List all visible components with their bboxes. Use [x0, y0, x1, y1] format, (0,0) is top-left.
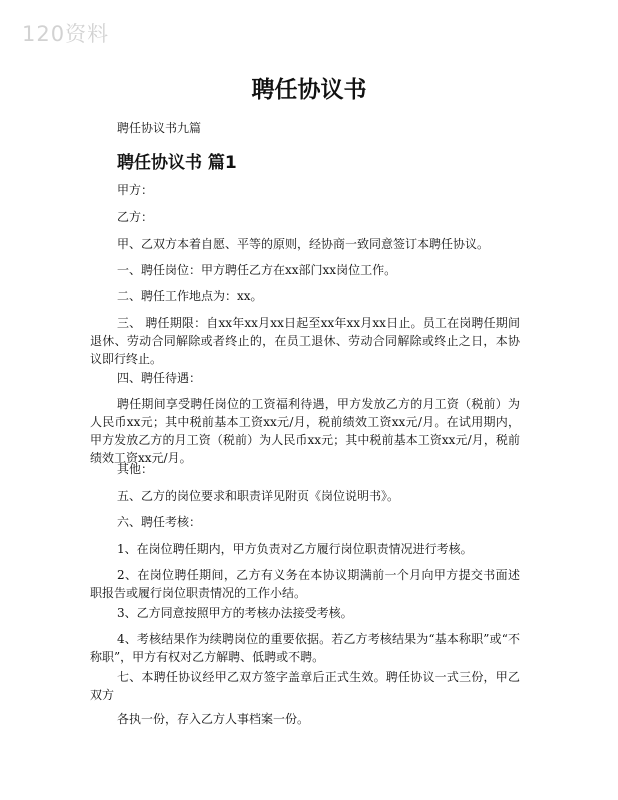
paragraph-assessment-3: 3、乙方同意按照甲方的考核办法接受考核。	[117, 606, 353, 620]
paragraph-clause-3: 三、 聘任期限：自xx年xx月xx日起至xx年xx月xx日止。员工在岗聘任期间退休、劳动合同解除或者终止的，在员工退休、劳动合同解除或终止之日，本协议即行终止。	[90, 316, 520, 366]
paragraph-party-a: 甲方：	[117, 183, 154, 197]
paragraph-clause-2: 二、聘任工作地点为：xx。	[117, 289, 263, 303]
paragraph-clause-5: 五、乙方的岗位要求和职责详见附页《岗位说明书》。	[117, 489, 400, 503]
paragraph-assessment-4: 4、考核结果作为续聘岗位的重要依据。若乙方考核结果为“基本称职”或“不称职”，甲方有权对乙方解聘、低聘或不聘。	[90, 632, 520, 664]
paragraph-assessment-2: 2、在岗位聘任期间，乙方有义务在本协议期满前一个月向甲方提交书面述职报告或履行岗位职责情况的工作小结。	[90, 568, 520, 600]
paragraph-copies: 各执一份，存入乙方人事档案一份。	[117, 712, 310, 726]
paragraph-clause-4: 四、聘任待遇：	[117, 371, 202, 385]
paragraph-other: 其他：	[117, 462, 154, 476]
paragraph-party-b: 乙方：	[117, 210, 154, 224]
paragraph-assessment-1: 1、在岗位聘任期内，甲方负责对乙方履行岗位职责情况进行考核。	[117, 542, 473, 556]
paragraph-clause-1: 一、聘任岗位：甲方聘任乙方在xx部门xx岗位工作。	[117, 263, 397, 277]
watermark: 120资料	[22, 22, 110, 46]
section-heading: 聘任协议书 篇1	[117, 153, 237, 173]
paragraph-compensation: 聘任期间享受聘任岗位的工资福利待遇，甲方发放乙方的月工资（税前）为人民币xx元；其中税前基本工资xx元/月，税前绩效工资xx元/月。在试用期内，甲方发放乙方的月工资（税前）为人民币xx元；其中税前基本工资xx元/月，税前绩效工资xx元/月。	[90, 397, 520, 465]
document-subtitle: 聘任协议书九篇	[117, 121, 202, 135]
paragraph-intro: 甲、乙双方本着自愿、平等的原则，经协商一致同意签订本聘任协议。	[117, 237, 490, 251]
document-title: 聘任协议书	[251, 77, 367, 103]
paragraph-clause-7: 七、本聘任协议经甲乙双方签字盖章后正式生效。聘任协议一式三份，甲乙双方	[90, 670, 520, 702]
paragraph-clause-6: 六、聘任考核：	[117, 515, 202, 529]
